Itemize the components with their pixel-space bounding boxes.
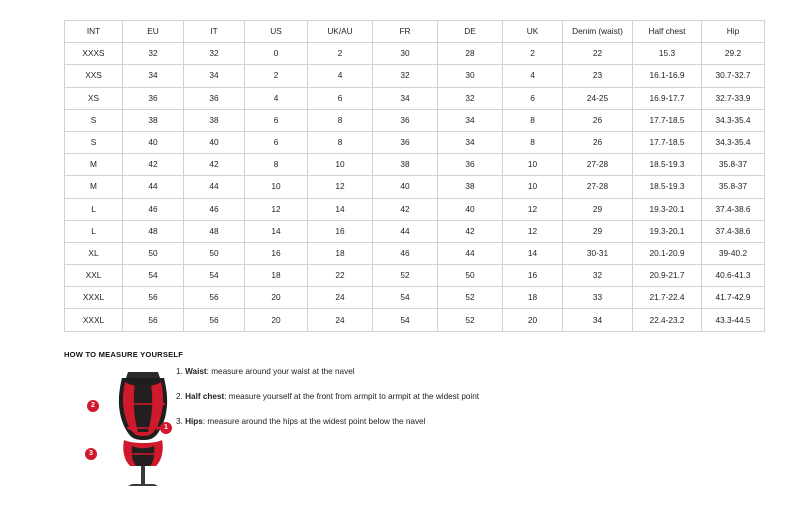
column-header-it: IT xyxy=(184,21,245,43)
table-cell-size-label: M xyxy=(65,176,123,198)
table-cell: 40.6-41.3 xyxy=(702,265,765,287)
table-cell: 46 xyxy=(123,198,184,220)
table-row xyxy=(65,131,765,153)
instruction-text-waist: : measure around your waist at the navel xyxy=(206,367,355,376)
table-cell: 20 xyxy=(503,309,563,331)
table-cell: 37.4-38.6 xyxy=(702,220,765,242)
table-cell: 44 xyxy=(373,220,438,242)
table-cell: 18.5-19.3 xyxy=(633,176,702,198)
instruction-term-half-chest: Half chest xyxy=(185,392,225,401)
instruction-term-hips: Hips xyxy=(185,417,203,426)
table-cell: 54 xyxy=(373,287,438,309)
instruction-item-hips xyxy=(176,416,596,428)
table-cell: 8 xyxy=(308,109,373,131)
table-cell: 50 xyxy=(438,265,503,287)
table-cell: 34.3-35.4 xyxy=(702,131,765,153)
table-cell: 39-40.2 xyxy=(702,242,765,264)
table-cell: 42 xyxy=(373,198,438,220)
table-cell: 20.9-21.7 xyxy=(633,265,702,287)
table-row xyxy=(65,87,765,109)
table-cell: 23 xyxy=(563,65,633,87)
table-cell: 15.3 xyxy=(633,43,702,65)
table-cell: 12 xyxy=(503,220,563,242)
table-cell: 6 xyxy=(503,87,563,109)
table-cell: 27-28 xyxy=(563,176,633,198)
table-cell: 6 xyxy=(245,131,308,153)
table-cell-size-label: L xyxy=(65,198,123,220)
table-cell: 24 xyxy=(308,287,373,309)
table-cell: 38 xyxy=(184,109,245,131)
table-cell: 21.7-22.4 xyxy=(633,287,702,309)
table-cell: 20.1-20.9 xyxy=(633,242,702,264)
table-cell-size-label: XXS xyxy=(65,65,123,87)
table-row xyxy=(65,109,765,131)
table-cell: 0 xyxy=(245,43,308,65)
table-cell: 34 xyxy=(123,65,184,87)
instruction-text-half-chest: : measure yourself at the front from armpit to armpit at the widest point xyxy=(224,392,480,401)
instruction-item-half-chest xyxy=(176,391,596,403)
instruction-term-waist: Waist xyxy=(185,367,207,376)
table-cell: 42 xyxy=(123,154,184,176)
table-cell: 34 xyxy=(438,109,503,131)
table-cell: 29.2 xyxy=(702,43,765,65)
table-cell: 46 xyxy=(184,198,245,220)
table-cell: 40 xyxy=(184,131,245,153)
table-cell: 37.4-38.6 xyxy=(702,198,765,220)
column-header-int: INT xyxy=(65,21,123,43)
table-cell: 14 xyxy=(308,198,373,220)
table-cell: 38 xyxy=(373,154,438,176)
table-cell: 12 xyxy=(245,198,308,220)
column-header-hip: Hip xyxy=(702,21,765,43)
table-cell: 54 xyxy=(373,309,438,331)
table-body xyxy=(65,43,765,331)
table-cell-size-label: S xyxy=(65,109,123,131)
table-cell: 46 xyxy=(373,242,438,264)
table-cell: 2 xyxy=(245,65,308,87)
table-row xyxy=(65,176,765,198)
table-row xyxy=(65,198,765,220)
table-cell: 10 xyxy=(308,154,373,176)
table-cell: 18 xyxy=(308,242,373,264)
table-cell: 54 xyxy=(123,265,184,287)
table-cell: 24 xyxy=(308,309,373,331)
column-header-eu: EU xyxy=(123,21,184,43)
table-cell: 52 xyxy=(373,265,438,287)
table-cell-size-label: M xyxy=(65,154,123,176)
table-row xyxy=(65,154,765,176)
how-to-measure-heading: HOW TO MEASURE YOURSELF xyxy=(64,350,184,359)
table-cell: 36 xyxy=(373,131,438,153)
table-cell-size-label: XXXS xyxy=(65,43,123,65)
table-cell: 52 xyxy=(438,287,503,309)
table-cell: 8 xyxy=(503,131,563,153)
table-cell: 56 xyxy=(123,309,184,331)
table-cell: 14 xyxy=(245,220,308,242)
size-chart-container xyxy=(64,20,751,332)
table-cell: 18 xyxy=(503,287,563,309)
table-cell: 4 xyxy=(308,65,373,87)
table-cell: 56 xyxy=(184,309,245,331)
table-cell: 17.7-18.5 xyxy=(633,109,702,131)
table-cell: 4 xyxy=(503,65,563,87)
table-cell: 42 xyxy=(184,154,245,176)
table-row xyxy=(65,65,765,87)
table-cell: 22.4-23.2 xyxy=(633,309,702,331)
measure-badge-2: 2 xyxy=(87,400,99,412)
table-cell: 32 xyxy=(184,43,245,65)
table-cell: 26 xyxy=(563,131,633,153)
table-cell: 30-31 xyxy=(563,242,633,264)
measure-instructions xyxy=(176,366,596,441)
table-row xyxy=(65,287,765,309)
table-cell: 44 xyxy=(123,176,184,198)
measure-badge-3: 3 xyxy=(85,448,97,460)
table-header xyxy=(65,21,765,43)
table-cell: 38 xyxy=(438,176,503,198)
table-cell: 4 xyxy=(245,87,308,109)
table-cell: 2 xyxy=(308,43,373,65)
table-cell: 8 xyxy=(245,154,308,176)
size-chart-table xyxy=(64,20,765,332)
table-cell: 18.5-19.3 xyxy=(633,154,702,176)
table-cell: 32 xyxy=(123,43,184,65)
table-cell: 30 xyxy=(373,43,438,65)
column-header-uk: UK xyxy=(503,21,563,43)
column-header-us: US xyxy=(245,21,308,43)
table-cell: 14 xyxy=(503,242,563,264)
column-header-fr: FR xyxy=(373,21,438,43)
table-cell: 26 xyxy=(563,109,633,131)
table-cell-size-label: XXL xyxy=(65,265,123,287)
table-cell-size-label: S xyxy=(65,131,123,153)
table-cell: 22 xyxy=(563,43,633,65)
table-cell: 48 xyxy=(184,220,245,242)
column-header-de: DE xyxy=(438,21,503,43)
table-cell: 36 xyxy=(438,154,503,176)
table-cell: 34.3-35.4 xyxy=(702,109,765,131)
table-cell: 27-28 xyxy=(563,154,633,176)
table-cell: 35.8-37 xyxy=(702,154,765,176)
table-cell: 6 xyxy=(245,109,308,131)
table-cell: 54 xyxy=(184,265,245,287)
table-cell: 20 xyxy=(245,287,308,309)
table-cell: 30 xyxy=(438,65,503,87)
table-cell: 12 xyxy=(503,198,563,220)
table-cell: 29 xyxy=(563,220,633,242)
table-cell: 10 xyxy=(503,154,563,176)
table-cell: 44 xyxy=(184,176,245,198)
table-cell: 50 xyxy=(123,242,184,264)
table-cell: 20 xyxy=(245,309,308,331)
table-cell: 16.9-17.7 xyxy=(633,87,702,109)
table-cell: 8 xyxy=(503,109,563,131)
column-header-uk-au: UK/AU xyxy=(308,21,373,43)
table-cell: 18 xyxy=(245,265,308,287)
table-cell: 56 xyxy=(123,287,184,309)
table-cell: 34 xyxy=(563,309,633,331)
table-cell: 12 xyxy=(308,176,373,198)
table-cell: 29 xyxy=(563,198,633,220)
table-cell: 36 xyxy=(123,87,184,109)
table-cell: 10 xyxy=(245,176,308,198)
table-cell: 6 xyxy=(308,87,373,109)
table-cell: 16 xyxy=(308,220,373,242)
instruction-number-3: 3. xyxy=(176,417,186,426)
table-cell: 19.3-20.1 xyxy=(633,198,702,220)
table-cell: 34 xyxy=(438,131,503,153)
table-cell-size-label: XXXL xyxy=(65,309,123,331)
table-cell: 52 xyxy=(438,309,503,331)
table-cell: 42 xyxy=(438,220,503,242)
table-cell: 34 xyxy=(184,65,245,87)
table-cell: 32.7-33.9 xyxy=(702,87,765,109)
table-cell: 30.7-32.7 xyxy=(702,65,765,87)
table-cell: 22 xyxy=(308,265,373,287)
instruction-number-1: 1. xyxy=(176,367,186,376)
column-header-half-chest: Half chest xyxy=(633,21,702,43)
table-cell: 35.8-37 xyxy=(702,176,765,198)
table-cell: 40 xyxy=(123,131,184,153)
table-cell: 16 xyxy=(503,265,563,287)
table-header-row xyxy=(65,21,765,43)
table-cell: 40 xyxy=(438,198,503,220)
table-cell: 40 xyxy=(373,176,438,198)
table-cell-size-label: L xyxy=(65,220,123,242)
table-cell-size-label: XXXL xyxy=(65,287,123,309)
table-cell: 16 xyxy=(245,242,308,264)
column-header-denim-waist: Denim (waist) xyxy=(563,21,633,43)
table-cell: 43.3-44.5 xyxy=(702,309,765,331)
table-cell: 17.7-18.5 xyxy=(633,131,702,153)
table-cell: 28 xyxy=(438,43,503,65)
table-row xyxy=(65,242,765,264)
table-cell: 33 xyxy=(563,287,633,309)
table-cell: 16.1-16.9 xyxy=(633,65,702,87)
table-cell: 10 xyxy=(503,176,563,198)
table-row xyxy=(65,220,765,242)
table-cell-size-label: XS xyxy=(65,87,123,109)
table-cell: 36 xyxy=(184,87,245,109)
table-cell: 36 xyxy=(373,109,438,131)
table-cell: 8 xyxy=(308,131,373,153)
table-cell: 34 xyxy=(373,87,438,109)
table-cell: 24-25 xyxy=(563,87,633,109)
measure-badge-1: 1 xyxy=(160,422,172,434)
table-cell: 41.7-42.9 xyxy=(702,287,765,309)
table-cell: 32 xyxy=(373,65,438,87)
instruction-text-hips: : measure around the hips at the widest point below the navel xyxy=(202,417,426,426)
table-cell: 56 xyxy=(184,287,245,309)
table-cell: 32 xyxy=(438,87,503,109)
instruction-number-2: 2. xyxy=(176,392,186,401)
table-cell: 44 xyxy=(438,242,503,264)
table-cell: 50 xyxy=(184,242,245,264)
instruction-item-waist xyxy=(176,366,596,378)
table-row xyxy=(65,265,765,287)
table-cell: 48 xyxy=(123,220,184,242)
table-cell: 32 xyxy=(563,265,633,287)
table-cell: 2 xyxy=(503,43,563,65)
table-row xyxy=(65,43,765,65)
table-cell: 38 xyxy=(123,109,184,131)
table-row xyxy=(65,309,765,331)
table-cell: 19.3-20.1 xyxy=(633,220,702,242)
table-cell-size-label: XL xyxy=(65,242,123,264)
